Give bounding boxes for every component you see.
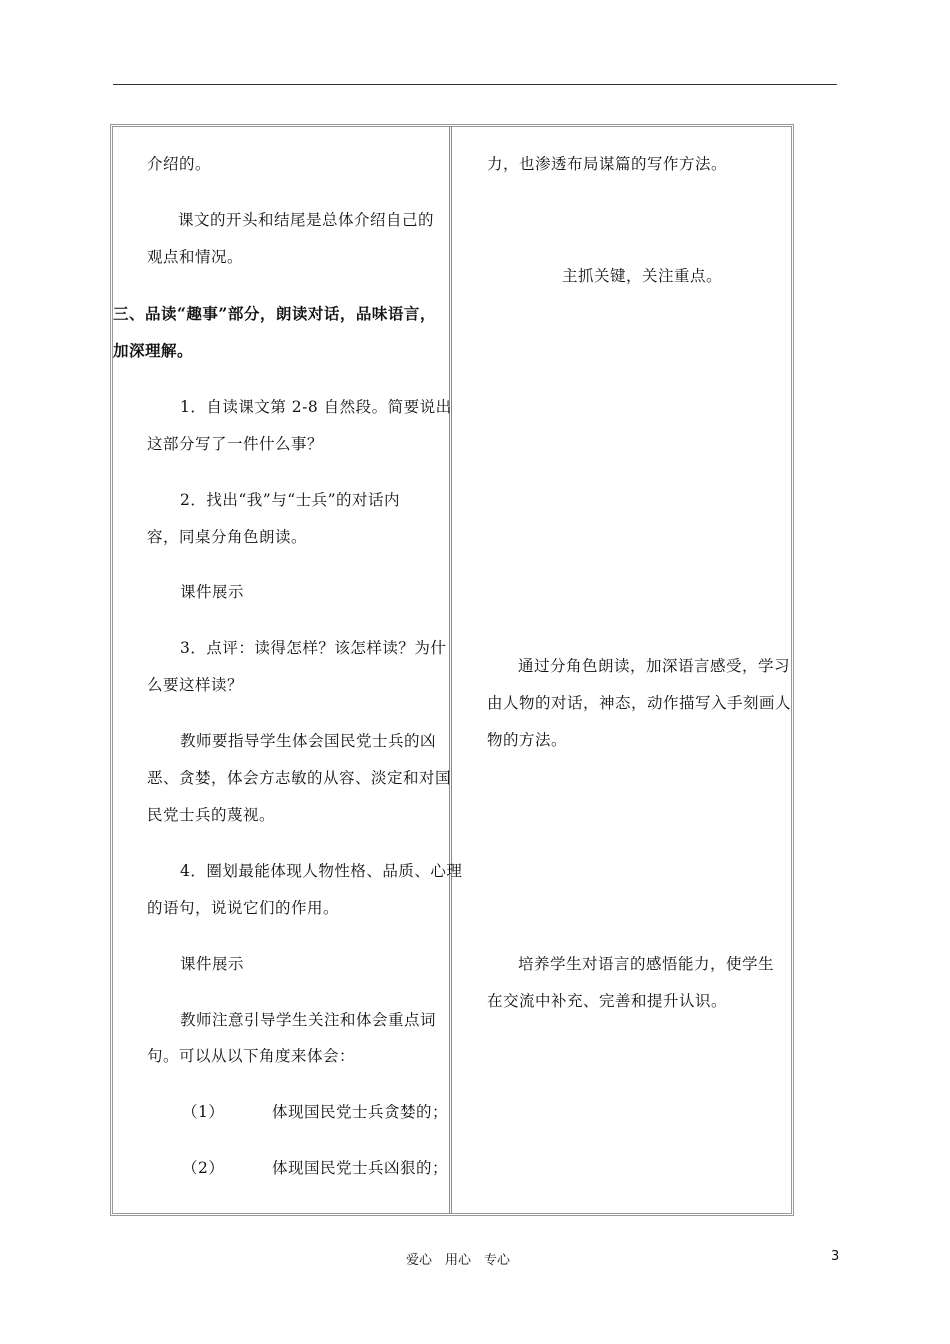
item-number: （2） [182, 1159, 225, 1177]
right-note: 培养学生对语言的感悟能力，使学生 [518, 955, 775, 973]
question-3-cont: 么要这样读？ [147, 676, 244, 694]
item-text: 体现国民党士兵贪婪的； [272, 1103, 449, 1121]
page-number: 3 [831, 1249, 840, 1264]
left-line: 课文的开头和结尾是总体介绍自己的 [178, 211, 435, 229]
header-rule [113, 84, 837, 85]
question-4-cont: 的语句，说说它们的作用。 [147, 899, 340, 917]
left-line: 介绍的。 [147, 155, 212, 173]
question-1-cont: 这部分写了一件什么事？ [147, 435, 324, 453]
teacher-note: 教师注意引导学生关注和体会重点词 [180, 1011, 437, 1029]
left-line: 观点和情况。 [147, 248, 244, 266]
courseware-label: 课件展示 [180, 955, 245, 973]
question-1: 1．自读课文第 2-8 自然段。简要说出 [180, 398, 452, 416]
right-note-cont: 在交流中补充、完善和提升认识。 [487, 992, 728, 1010]
teacher-note-cont: 民党士兵的蔑视。 [147, 806, 276, 824]
question-4: 4．圈划最能体现人物性格、品质、心理 [180, 862, 463, 880]
courseware-label: 课件展示 [180, 583, 245, 601]
right-note-cont: 物的方法。 [487, 731, 568, 749]
item-text: 体现国民党士兵凶狠的； [272, 1159, 449, 1177]
teacher-note-cont: 恶、贪婪，体会方志敏的从容、淡定和对国 [147, 769, 452, 787]
section-heading-cont: 加深理解。 [113, 341, 194, 360]
question-2: 2．找出“我”与“士兵”的对话内 [180, 491, 401, 509]
column-divider [449, 126, 452, 1214]
right-note: 通过分角色朗读，加深语言感受，学习 [518, 657, 791, 675]
footer-motto: 爱心 用心 专心 [406, 1253, 511, 1268]
item-number: （1） [182, 1103, 225, 1121]
right-line: 主抓关键，关注重点。 [562, 267, 723, 285]
right-note-cont: 由人物的对话，神态，动作描写入手刻画人 [487, 694, 792, 712]
question-3: 3．点评：读得怎样？该怎样读？为什 [180, 639, 447, 657]
right-line: 力，也渗透布局谋篇的写作方法。 [487, 155, 728, 173]
section-heading: 三、品读“趣事”部分，朗读对话，品味语言， [113, 304, 436, 323]
question-2-cont: 容，同桌分角色朗读。 [147, 528, 308, 546]
teacher-note-cont: 句。可以从以下角度来体会： [147, 1047, 356, 1065]
teacher-note: 教师要指导学生体会国民党士兵的凶 [180, 732, 437, 750]
